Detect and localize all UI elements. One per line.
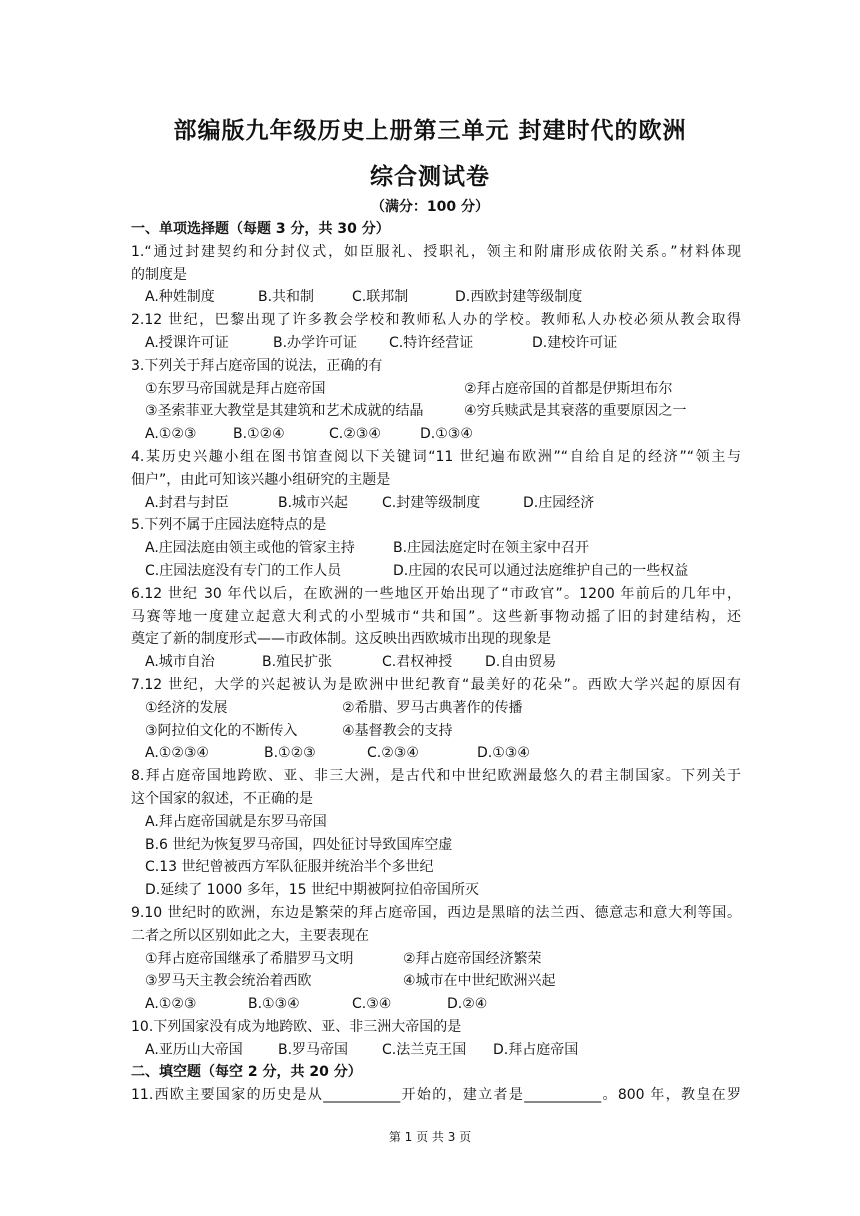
statement-4: ④城市在中世纪欧洲兴起 — [403, 973, 556, 990]
option-a: A.①②③ — [145, 426, 197, 443]
question-9-options — [131, 993, 741, 1016]
option-b: B.①③④ — [248, 996, 300, 1013]
option-d: D.①③④ — [420, 426, 473, 443]
option-d: D.①③④ — [477, 745, 530, 762]
page-footer: 第 1 页 共 3 页 — [388, 1130, 472, 1144]
question-1-options — [131, 286, 741, 309]
option-d: D.②④ — [447, 996, 488, 1013]
option-a: A.拜占庭帝国就是东罗马帝国 — [145, 813, 327, 830]
exam-title: 部编版九年级历史上册第三单元 封建时代的欧洲 — [173, 118, 687, 144]
option-b: B.共和制 — [258, 289, 315, 306]
option-b: B.庄园法庭定时在领主家中召开 — [393, 540, 590, 557]
option-c: C.封建等级制度 — [382, 494, 481, 511]
option-b: B.殖民扩张 — [262, 654, 333, 671]
question-1-text-cont: 的制度是 — [131, 266, 187, 283]
option-b: B.城市兴起 — [278, 494, 349, 511]
question-10-text: 10.下列国家没有成为地跨欧、亚、非三洲大帝国的是 — [131, 1018, 462, 1035]
question-3-options — [131, 423, 741, 446]
option-d: D.拜占庭帝国 — [493, 1041, 579, 1058]
question-8-option-d — [131, 879, 741, 902]
question-6-text: 6.12 世纪 30 年代以后，在欧洲的一些地区开始出现了“市政官”。1200 年前后的几年中， — [131, 585, 741, 602]
option-c: C.庄园法庭没有专门的工作人员 — [145, 562, 342, 579]
question-9-statements-1 — [131, 948, 741, 971]
option-a: A.种姓制度 — [145, 289, 215, 306]
option-a: A.庄园法庭由领主或他的管家主持 — [145, 540, 355, 557]
option-a: A.亚历山大帝国 — [145, 1041, 243, 1058]
question-9-text: 9.10 世纪时的欧洲，东边是繁荣的拜占庭帝国，西边是黑暗的法兰西、德意志和意大利等国。 — [131, 904, 741, 921]
question-4-text-cont: 佃户”，由此可知该兴趣小组研究的主题是 — [131, 471, 391, 488]
statement-3: ③阿拉伯文化的不断传入 — [145, 722, 298, 739]
score-note: （满分：100 分） — [370, 199, 490, 215]
statement-1: ①经济的发展 — [145, 699, 228, 716]
question-6-text-cont2: 奠定了新的制度形式——市政体制。这反映出西欧城市出现的现象是 — [131, 631, 551, 648]
question-6-options — [131, 651, 741, 674]
question-11-text: 11.西欧主要国家的历史是从___________开始的，建立者是___________。800 年，教皇在罗 — [131, 1087, 741, 1104]
question-2-options — [131, 332, 741, 355]
option-c: C.联邦制 — [352, 289, 409, 306]
option-a: A.封君与封臣 — [145, 494, 229, 511]
question-9-text-cont: 二者之所以区别如此之大，主要表现在 — [131, 927, 369, 944]
option-d: D.建校许可证 — [532, 334, 618, 351]
question-8-option-c — [131, 856, 741, 879]
option-b: B.①②③ — [264, 745, 316, 762]
option-a: A.①②③ — [145, 996, 197, 1013]
question-8-option-a — [131, 811, 741, 834]
question-3-text: 3.下列关于拜占庭帝国的说法，正确的有 — [131, 357, 383, 374]
option-d: D.庄园经济 — [523, 494, 595, 511]
option-a: A.城市自治 — [145, 654, 215, 671]
option-c: C.②③④ — [367, 745, 419, 762]
question-1-text: 1.“通过封建契约和分封仪式，如臣服礼、授职礼，领主和附庸形成依附关系。”材料体现 — [131, 243, 741, 260]
option-d: D.延续了 1000 多年，15 世纪中期被阿拉伯帝国所灭 — [145, 882, 480, 899]
question-8-text: 8.拜占庭帝国地跨欧、亚、非三大洲，是古代和中世纪欧洲最悠久的君主制国家。下列关于 — [131, 768, 741, 785]
question-5-text: 5.下列不属于庄园法庭特点的是 — [131, 517, 327, 534]
question-5-options-2 — [131, 560, 741, 583]
statement-2: ②拜占庭帝国的首都是伊斯坦布尔 — [464, 380, 673, 397]
section-heading-choice: 一、单项选择题（每题 3 分，共 30 分） — [131, 221, 390, 237]
question-2-text: 2.12 世纪，巴黎出现了许多教会学校和教师私人办的学校。教师私人办校必须从教会取得 — [131, 312, 741, 329]
statement-4: ④穷兵赎武是其衰落的重要原因之一 — [464, 403, 687, 420]
question-9-statements-2 — [131, 970, 741, 993]
option-b: B.①②④ — [233, 426, 285, 443]
question-5-options-1 — [131, 537, 741, 560]
option-c: C.法兰克王国 — [382, 1041, 467, 1058]
option-b: B.罗马帝国 — [278, 1041, 349, 1058]
option-d: D.自由贸易 — [485, 654, 557, 671]
section-heading-fill: 二、填空题（每空 2 分，共 20 分） — [131, 1064, 362, 1081]
statement-2: ②拜占庭帝国经济繁荣 — [403, 950, 542, 967]
option-c: C.③④ — [352, 996, 392, 1013]
exam-content — [131, 218, 741, 1107]
statement-3: ③圣索菲亚大教堂是其建筑和艺术成就的结晶 — [145, 403, 424, 420]
question-7-options — [131, 742, 741, 765]
question-7-statements-2 — [131, 720, 741, 743]
option-a: A.①②③④ — [145, 745, 209, 762]
option-c: C.13 世纪曾被西方军队征服并统治半个多世纪 — [145, 859, 434, 876]
statement-2: ②希腊、罗马古典著作的传播 — [342, 699, 523, 716]
question-7-text: 7.12 世纪，大学的兴起被认为是欧洲中世纪教育“最美好的花朵”。西欧大学兴起的原因有 — [131, 676, 741, 693]
option-c: C.特许经营证 — [389, 334, 474, 351]
question-10-options — [131, 1039, 741, 1062]
question-8-option-b — [131, 834, 741, 857]
exam-subtitle: 综合测试卷 — [370, 164, 490, 190]
question-3-statements-2 — [131, 400, 741, 423]
option-d: D.西欧封建等级制度 — [455, 289, 583, 306]
option-a: A.授课许可证 — [145, 334, 229, 351]
question-8-text-cont: 这个国家的叙述，不正确的是 — [131, 790, 313, 807]
question-7-statements-1 — [131, 697, 741, 720]
question-4-text: 4.某历史兴趣小组在图书馆查阅以下关键词“11 世纪遍布欧洲”“自给自足的经济”“领主与 — [131, 448, 741, 465]
statement-1: ①东罗马帝国就是拜占庭帝国 — [145, 380, 326, 397]
statement-4: ④基督教会的支持 — [342, 722, 453, 739]
option-d: D.庄园的农民可以通过法庭维护自己的一些权益 — [393, 562, 689, 579]
option-c: C.②③④ — [329, 426, 381, 443]
question-3-statements-1 — [131, 378, 741, 401]
statement-1: ①拜占庭帝国继承了希腊罗马文明 — [145, 950, 354, 967]
option-b: B.6 世纪为恢复罗马帝国，四处征讨导致国库空虚 — [145, 836, 453, 853]
option-b: B.办学许可证 — [273, 334, 358, 351]
statement-3: ③罗马天主教会统治着西欧 — [145, 973, 312, 990]
question-4-options — [131, 492, 741, 515]
question-6-text-cont: 马赛等地一度建立起意大利式的小型城市“共和国”。这些新事物动摇了旧的封建结构，还 — [131, 608, 741, 625]
option-c: C.君权神授 — [382, 654, 453, 671]
